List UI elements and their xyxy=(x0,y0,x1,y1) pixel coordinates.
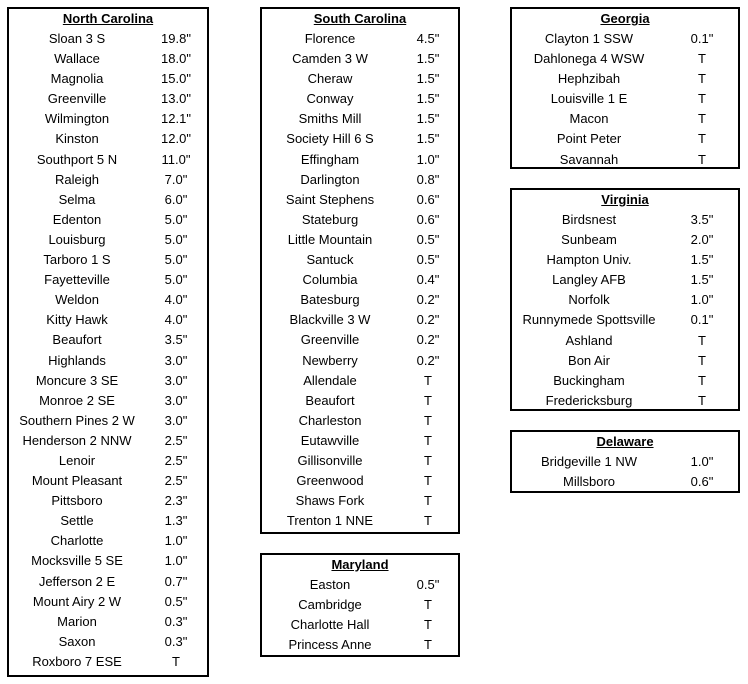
snowfall-value: 1.0" xyxy=(164,533,188,549)
table-row xyxy=(9,612,207,632)
snowfall-value: 0.4" xyxy=(416,272,440,288)
snowfall-value: 11.0" xyxy=(161,151,191,167)
table-row xyxy=(9,89,207,109)
snowfall-value: T xyxy=(424,513,432,529)
table-row xyxy=(262,49,458,69)
table-title: Maryland xyxy=(331,557,389,572)
station-name: Easton xyxy=(309,577,351,592)
table-row xyxy=(9,250,207,270)
snowfall-value: T xyxy=(424,637,432,653)
station-name: Eutawville xyxy=(300,432,360,448)
snowfall-value: T xyxy=(424,473,432,489)
station-name: Saint Stephens xyxy=(285,191,375,207)
station-name: Selma xyxy=(58,191,96,207)
table-row xyxy=(262,575,458,595)
table-row xyxy=(262,635,458,655)
snowfall-value: 1.0" xyxy=(690,292,714,308)
station-name: Southern Pines 2 W xyxy=(19,412,135,428)
snowfall-value: 18.0" xyxy=(161,51,191,67)
station-name: Hephzibah xyxy=(557,71,621,87)
station-name: Princess Anne xyxy=(288,637,372,653)
snowfall-value: 2.5" xyxy=(164,473,188,489)
table-row xyxy=(9,109,207,129)
station-name: Santuck xyxy=(306,252,354,268)
snowfall-value: 3.0" xyxy=(164,392,188,408)
station-name: Moncure 3 SE xyxy=(35,372,119,388)
table-row xyxy=(9,150,207,170)
table-row xyxy=(262,129,458,149)
georgia-table xyxy=(510,7,740,169)
snowfall-value: 1.0" xyxy=(416,151,440,167)
snowfall-value: 15.0" xyxy=(161,71,191,87)
station-name: Magnolia xyxy=(50,71,104,87)
table-row xyxy=(262,310,458,330)
station-name: Wallace xyxy=(54,51,100,67)
table-row xyxy=(9,511,207,531)
station-name: Millsboro xyxy=(562,474,615,490)
table-row xyxy=(262,330,458,350)
table-row xyxy=(262,290,458,310)
table-row xyxy=(9,190,207,210)
snowfall-value: T xyxy=(424,597,432,613)
table-title: Delaware xyxy=(596,434,654,449)
station-name: Norfolk xyxy=(568,292,610,308)
table-row xyxy=(512,129,738,149)
snowfall-value: 0.3" xyxy=(164,633,188,649)
table-row xyxy=(262,89,458,109)
table-row xyxy=(262,351,458,371)
table-title: Georgia xyxy=(600,11,650,26)
table-row xyxy=(9,592,207,612)
station-name: Stateburg xyxy=(301,211,359,227)
station-name: Effingham xyxy=(300,151,360,167)
snowfall-value: 2.0" xyxy=(690,232,714,248)
snowfall-value: T xyxy=(698,332,706,348)
station-name: Cheraw xyxy=(307,71,353,87)
station-name: Pittsboro xyxy=(51,493,103,509)
snowfall-value: 4.5" xyxy=(416,31,440,46)
table-row xyxy=(262,491,458,511)
table-row xyxy=(9,29,207,49)
snowfall-value: 7.0" xyxy=(164,171,188,187)
snowfall-value: 0.7" xyxy=(164,573,188,589)
station-name: Clayton 1 SSW xyxy=(544,31,634,46)
station-name: Beaufort xyxy=(305,392,355,408)
station-name: Conway xyxy=(306,91,354,107)
snowfall-value: 0.5" xyxy=(164,593,188,609)
snowfall-value: T xyxy=(698,131,706,147)
snowfall-value: 0.1" xyxy=(690,312,714,328)
table-row xyxy=(262,615,458,635)
snowfall-value: 2.3" xyxy=(164,493,188,509)
station-name: Mount Pleasant xyxy=(31,473,123,489)
snowfall-value: 0.6" xyxy=(690,474,714,490)
station-name: Southport 5 N xyxy=(36,151,118,167)
station-name: Shaws Fork xyxy=(295,493,365,509)
table-row xyxy=(262,29,458,49)
table-row xyxy=(262,471,458,491)
virginia-table xyxy=(510,188,740,411)
snowfall-value: 1.5" xyxy=(416,131,440,147)
station-name: Dahlonega 4 WSW xyxy=(533,51,645,67)
station-name: Henderson 2 NNW xyxy=(22,432,132,448)
table-row xyxy=(262,371,458,391)
snowfall-value: 1.5" xyxy=(416,71,440,87)
station-name: Society Hill 6 S xyxy=(286,131,374,147)
table-row xyxy=(262,411,458,431)
snowfall-value: 12.1" xyxy=(161,111,191,127)
snowfall-value: 0.5" xyxy=(416,231,440,247)
table-row xyxy=(512,310,738,330)
snowfall-value: T xyxy=(424,432,432,448)
snowfall-value: T xyxy=(424,412,432,428)
table-row xyxy=(512,452,738,472)
station-name: Louisburg xyxy=(48,231,106,247)
table-row xyxy=(512,331,738,351)
station-name: Edenton xyxy=(52,211,102,227)
station-name: Sloan 3 S xyxy=(48,31,106,46)
snowfall-value: T xyxy=(424,493,432,509)
station-name: Columbia xyxy=(302,272,358,288)
table-row xyxy=(262,210,458,230)
station-name: Wilmington xyxy=(44,111,110,127)
snowfall-value: 3.5" xyxy=(164,332,188,348)
station-name: Fayetteville xyxy=(44,272,110,288)
table-row xyxy=(9,210,207,230)
snowfall-value: 6.0" xyxy=(164,191,188,207)
snowfall-value: T xyxy=(172,653,180,669)
snowfall-value: 0.2" xyxy=(416,352,440,368)
snowfall-value: 2.5" xyxy=(164,452,188,468)
snowfall-value: 0.3" xyxy=(164,613,188,629)
table-row xyxy=(9,310,207,330)
snowfall-value: 0.5" xyxy=(416,577,440,592)
snowfall-value: 12.0" xyxy=(161,131,191,147)
station-name: Charleston xyxy=(298,412,362,428)
snowfall-value: 1.5" xyxy=(416,51,440,67)
table-row xyxy=(262,431,458,451)
table-title: Virginia xyxy=(601,192,649,207)
table-row xyxy=(9,351,207,371)
table-row xyxy=(9,129,207,149)
table-row xyxy=(262,150,458,170)
station-name: Beaufort xyxy=(52,332,102,348)
table-row xyxy=(512,351,738,371)
snowfall-value: 1.5" xyxy=(690,252,714,268)
table-row xyxy=(9,632,207,652)
table-row xyxy=(512,371,738,391)
table-title: North Carolina xyxy=(62,11,154,26)
table-row xyxy=(512,230,738,250)
station-name: Charlotte xyxy=(50,533,104,549)
station-name: Florence xyxy=(304,31,356,46)
station-name: Tarboro 1 S xyxy=(43,252,111,268)
table-row xyxy=(512,69,738,89)
station-name: Smiths Mill xyxy=(298,111,362,127)
station-name: Raleigh xyxy=(54,171,100,187)
table-row xyxy=(9,330,207,350)
table-row xyxy=(9,290,207,310)
station-name: Fredericksburg xyxy=(545,392,633,408)
station-name: Kitty Hawk xyxy=(46,312,108,328)
station-name: Savannah xyxy=(559,151,619,167)
station-name: Newberry xyxy=(302,352,358,368)
station-name: Weldon xyxy=(55,292,99,308)
table-row xyxy=(512,49,738,69)
snowfall-value: 5.0" xyxy=(164,211,188,227)
station-name: Ashland xyxy=(565,332,613,348)
station-name: Roxboro 7 ESE xyxy=(32,653,122,669)
snowfall-value: T xyxy=(424,372,432,388)
table-row xyxy=(512,290,738,310)
snowfall-value: 1.5" xyxy=(690,272,714,288)
snowfall-value: T xyxy=(424,452,432,468)
table-row xyxy=(262,230,458,250)
snowfall-value: T xyxy=(698,352,706,368)
station-name: Greenwood xyxy=(296,473,364,489)
snowfall-value: 2.5" xyxy=(164,432,188,448)
station-name: Kinston xyxy=(55,131,99,147)
station-name: Greenville xyxy=(47,91,107,107)
station-name: Point Peter xyxy=(556,131,622,147)
station-name: Runnymede Spottsville xyxy=(522,312,656,328)
snowfall-value: 4.0" xyxy=(164,312,188,328)
snowfall-value: 1.5" xyxy=(416,91,440,107)
snowfall-value: 19.8" xyxy=(161,31,191,46)
station-name: Mount Airy 2 W xyxy=(32,593,122,609)
table-row xyxy=(9,270,207,290)
table-row xyxy=(9,371,207,391)
table-row xyxy=(9,451,207,471)
station-name: Highlands xyxy=(48,352,106,368)
delaware-table xyxy=(510,430,740,493)
station-name: Monroe 2 SE xyxy=(39,392,115,408)
station-name: Sunbeam xyxy=(561,232,617,248)
table-row xyxy=(9,69,207,89)
snowfall-value: 0.6" xyxy=(416,211,440,227)
snowfall-value: T xyxy=(698,51,706,67)
table-row xyxy=(512,391,738,411)
table-row xyxy=(9,491,207,511)
station-name: Little Mountain xyxy=(287,231,373,247)
table-row xyxy=(9,652,207,672)
station-name: Allendale xyxy=(303,372,357,388)
snowfall-value: T xyxy=(698,151,706,167)
table-row xyxy=(512,250,738,270)
maryland-table xyxy=(260,553,460,657)
snowfall-value: 0.2" xyxy=(416,292,440,308)
table-row xyxy=(262,511,458,531)
table-row xyxy=(512,109,738,129)
station-name: Settle xyxy=(60,513,94,529)
station-name: Mocksville 5 SE xyxy=(31,553,123,569)
station-name: Birdsnest xyxy=(561,212,617,227)
table-row xyxy=(512,29,738,49)
table-row xyxy=(9,391,207,411)
station-name: Hampton Univ. xyxy=(546,252,632,268)
snowfall-value: 1.0" xyxy=(690,454,714,469)
station-name: Jefferson 2 E xyxy=(38,573,116,589)
table-row xyxy=(9,411,207,431)
table-row xyxy=(262,451,458,471)
snowfall-value: 0.2" xyxy=(416,332,440,348)
table-row xyxy=(512,270,738,290)
table-row xyxy=(262,270,458,290)
snowfall-value: T xyxy=(424,617,432,633)
table-row xyxy=(9,230,207,250)
station-name: Cambridge xyxy=(298,597,362,613)
station-name: Lenoir xyxy=(58,452,96,468)
station-name: Greenville xyxy=(300,332,360,348)
snowfall-value: T xyxy=(698,91,706,107)
station-name: Louisville 1 E xyxy=(550,91,628,107)
table-row xyxy=(512,150,738,170)
snowfall-value: 1.3" xyxy=(164,513,188,529)
station-name: Bon Air xyxy=(568,352,610,368)
snowfall-value: 0.2" xyxy=(416,312,440,328)
south-carolina-table xyxy=(260,7,460,534)
table-row xyxy=(262,190,458,210)
snowfall-value: T xyxy=(424,392,432,408)
table-row xyxy=(9,551,207,571)
snowfall-value: 5.0" xyxy=(164,252,188,268)
snowfall-value: 4.0" xyxy=(164,292,188,308)
snowfall-value: T xyxy=(698,392,706,408)
snowfall-value: 0.1" xyxy=(690,31,714,46)
table-row xyxy=(512,472,738,492)
table-row xyxy=(9,531,207,551)
station-name: Saxon xyxy=(58,633,96,649)
table-row xyxy=(262,250,458,270)
snowfall-value: 1.5" xyxy=(416,111,440,127)
station-name: Batesburg xyxy=(300,292,360,308)
station-name: Bridgeville 1 NW xyxy=(540,454,638,469)
table-row xyxy=(9,431,207,451)
snowfall-value: 1.0" xyxy=(164,553,188,569)
table-row xyxy=(262,595,458,615)
station-name: Buckingham xyxy=(553,372,625,388)
snowfall-value: 5.0" xyxy=(164,231,188,247)
table-row xyxy=(9,572,207,592)
snowfall-value: T xyxy=(698,372,706,388)
table-row xyxy=(9,170,207,190)
station-name: Gillisonville xyxy=(297,452,363,468)
snowfall-value: 0.5" xyxy=(416,252,440,268)
snowfall-value: T xyxy=(698,111,706,127)
snowfall-value: 3.0" xyxy=(164,412,188,428)
station-name: Macon xyxy=(569,111,609,127)
station-name: Trenton 1 NNE xyxy=(286,513,374,529)
table-row xyxy=(262,109,458,129)
snowfall-value: 0.6" xyxy=(416,191,440,207)
station-name: Darlington xyxy=(300,171,360,187)
station-name: Charlotte Hall xyxy=(290,617,370,633)
table-row xyxy=(262,170,458,190)
snowfall-value: 5.0" xyxy=(164,272,188,288)
station-name: Blackville 3 W xyxy=(289,312,371,328)
table-row xyxy=(512,210,738,230)
snowfall-value: T xyxy=(698,71,706,87)
table-row xyxy=(9,49,207,69)
table-row xyxy=(512,89,738,109)
snowfall-value: 13.0" xyxy=(161,91,191,107)
station-name: Marion xyxy=(57,613,97,629)
table-row xyxy=(9,471,207,491)
snowfall-value: 3.0" xyxy=(164,352,188,368)
snowfall-value: 3.0" xyxy=(164,372,188,388)
table-title: South Carolina xyxy=(313,11,407,26)
north-carolina-table xyxy=(7,7,209,677)
snowfall-value: 3.5" xyxy=(690,212,714,227)
station-name: Camden 3 W xyxy=(292,51,368,67)
snowfall-value: 0.8" xyxy=(416,171,440,187)
table-row xyxy=(262,391,458,411)
station-name: Langley AFB xyxy=(552,272,626,288)
table-row xyxy=(262,69,458,89)
